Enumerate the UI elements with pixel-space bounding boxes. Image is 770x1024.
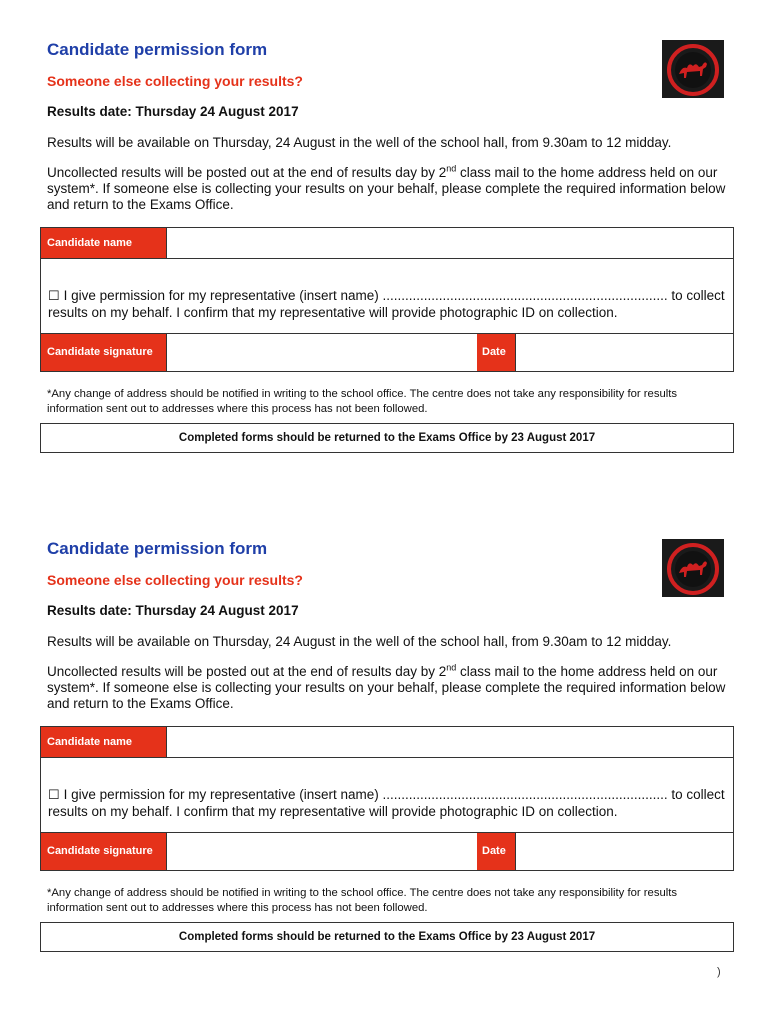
camel-crest-icon xyxy=(662,539,724,597)
permission-statement: ☐ I give permission for my representative (insert name) ............................................................................ to collect results on my behalf. I confirm that my representative will provide photographic ID on collection. xyxy=(48,288,725,320)
date-field[interactable] xyxy=(515,334,733,371)
permission-row xyxy=(41,758,733,833)
school-logo xyxy=(662,40,724,98)
results-date: Results date: Thursday 24 August 2017 xyxy=(47,603,299,618)
return-notice: Completed forms should be returned to the Exams Office by 23 August 2017 xyxy=(40,423,734,453)
posting-paragraph: Uncollected results will be posted out at the end of results day by 2nd class mail to the home address held on our system*. If someone else is collecting your results on your behalf, please complete the required information below and return to the Exams Office. xyxy=(47,163,726,212)
candidate-name-label: Candidate name xyxy=(41,228,166,258)
permission-checkbox[interactable]: ☐ xyxy=(48,288,60,303)
candidate-signature-field[interactable] xyxy=(166,833,477,870)
candidate-name-row xyxy=(41,727,733,758)
candidate-signature-label: Candidate signature xyxy=(41,833,166,870)
candidate-name-field[interactable] xyxy=(166,727,733,757)
date-label: Date xyxy=(477,833,515,870)
address-footnote: *Any change of address should be notified in writing to the school office. The centre does not take any responsibility for results information sent out to addresses where this process has not been followed. xyxy=(47,388,678,415)
permission-checkbox[interactable]: ☐ xyxy=(48,787,60,802)
form-subtitle: Someone else collecting your results? xyxy=(47,73,303,89)
return-notice: Completed forms should be returned to the Exams Office by 23 August 2017 xyxy=(40,922,734,952)
signature-row xyxy=(41,334,733,371)
candidate-name-row xyxy=(41,228,733,259)
candidate-name-label: Candidate name xyxy=(41,727,166,757)
details-table xyxy=(40,227,734,372)
candidate-signature-label: Candidate signature xyxy=(41,334,166,371)
form-title: Candidate permission form xyxy=(47,539,268,558)
page-mark: ) xyxy=(717,966,721,978)
camel-crest-icon xyxy=(662,40,724,98)
school-logo xyxy=(662,539,724,597)
availability-paragraph: Results will be available on Thursday, 24 August in the well of the school hall, from 9.30am to 12 midday. xyxy=(47,634,672,649)
candidate-signature-field[interactable] xyxy=(166,334,477,371)
form-subtitle: Someone else collecting your results? xyxy=(47,572,303,588)
address-footnote: *Any change of address should be notified in writing to the school office. The centre does not take any responsibility for results information sent out to addresses where this process has not been followed. xyxy=(47,887,678,914)
candidate-name-field[interactable] xyxy=(166,228,733,258)
details-table xyxy=(40,726,734,871)
permission-statement: ☐ I give permission for my representative (insert name) ............................................................................ to collect results on my behalf. I confirm that my representative will provide photographic ID on collection. xyxy=(48,787,725,819)
form-title: Candidate permission form xyxy=(47,40,268,59)
signature-row xyxy=(41,833,733,870)
permission-row xyxy=(41,259,733,334)
permission-form-1 xyxy=(0,40,770,500)
availability-paragraph: Results will be available on Thursday, 24 August in the well of the school hall, from 9.30am to 12 midday. xyxy=(47,135,672,150)
date-label: Date xyxy=(477,334,515,371)
results-date: Results date: Thursday 24 August 2017 xyxy=(47,104,299,119)
posting-paragraph: Uncollected results will be posted out at the end of results day by 2nd class mail to the home address held on our system*. If someone else is collecting your results on your behalf, please complete the required information below and return to the Exams Office. xyxy=(47,662,726,711)
date-field[interactable] xyxy=(515,833,733,870)
permission-form-2 xyxy=(0,539,770,999)
